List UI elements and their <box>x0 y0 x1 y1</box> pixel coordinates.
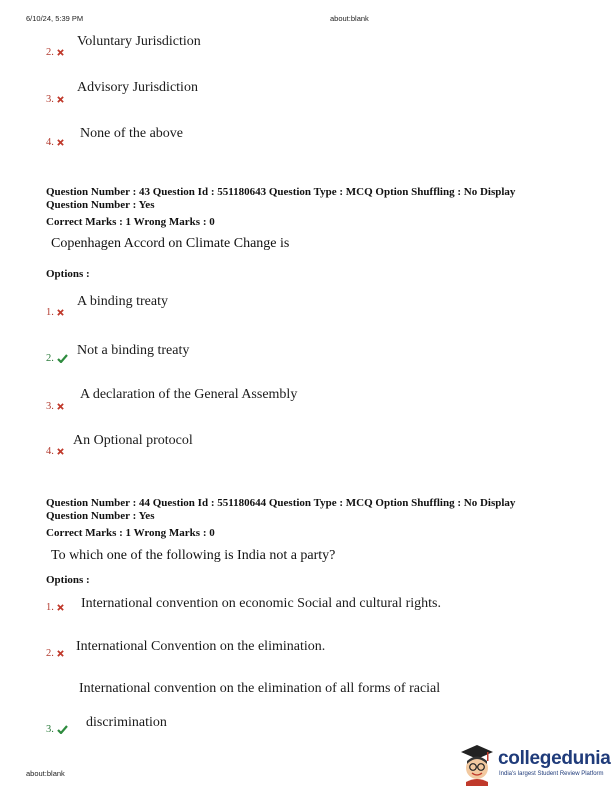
wrong-mark-icon <box>57 403 64 410</box>
option-text: International convention on the elimination of all forms of racial <box>79 681 441 696</box>
option-text-cont: discrimination <box>86 715 167 730</box>
logo-tagline: India's largest Student Review Platform <box>499 771 604 777</box>
option-number: 1. <box>46 307 64 318</box>
option-number: 3. <box>46 401 64 412</box>
option-number: 2. <box>46 353 68 364</box>
option-text: A binding treaty <box>77 294 168 309</box>
option-text: An Optional protocol <box>73 433 193 448</box>
question-marks: Correct Marks : 1 Wrong Marks : 0 <box>46 527 215 539</box>
question-marks: Correct Marks : 1 Wrong Marks : 0 <box>46 216 215 228</box>
collegedunia-logo <box>458 740 611 788</box>
option-text: International convention on economic Social and cultural rights. <box>81 596 442 611</box>
option-text: Voluntary Jurisdiction <box>77 34 201 49</box>
option-number: 1. <box>46 602 64 613</box>
print-datetime: 6/10/24, 5:39 PM <box>26 14 84 23</box>
student-mascot-icon <box>458 742 496 786</box>
wrong-mark-icon <box>57 448 64 455</box>
option-text: International Convention on the elimination. <box>76 639 326 654</box>
correct-check-icon <box>57 354 68 363</box>
question-text: To which one of the following is India not a party? <box>51 548 336 563</box>
question-text: Copenhagen Accord on Climate Change is <box>51 236 290 251</box>
option-text: Advisory Jurisdiction <box>77 80 198 95</box>
option-text: Not a binding treaty <box>77 343 190 358</box>
print-url: about:blank <box>330 14 369 23</box>
options-label: Options : <box>46 574 90 586</box>
option-number: 2. <box>46 648 64 659</box>
wrong-mark-icon <box>57 139 64 146</box>
question-header: Question Number : 44 Question Id : 551180644 Question Type : MCQ Option Shuffling : No Display <box>46 497 516 509</box>
question-header: Question Number : 43 Question Id : 551180643 Question Type : MCQ Option Shuffling : No Display <box>46 186 516 198</box>
wrong-mark-icon <box>57 49 64 56</box>
option-number: 4. <box>46 446 64 457</box>
footer-url: about:blank <box>26 769 65 778</box>
wrong-mark-icon <box>57 309 64 316</box>
option-text: None of the above <box>80 126 184 141</box>
option-text: A declaration of the General Assembly <box>80 387 298 402</box>
correct-check-icon <box>57 725 68 734</box>
question-header-cont: Question Number : Yes <box>46 510 155 522</box>
wrong-mark-icon <box>57 650 64 657</box>
wrong-mark-icon <box>57 96 64 103</box>
option-number: 3. <box>46 94 64 105</box>
option-number: 3. <box>46 724 68 735</box>
option-number: 4. <box>46 137 64 148</box>
question-header-cont: Question Number : Yes <box>46 199 155 211</box>
logo-wordmark: collegedunia <box>498 748 611 769</box>
wrong-mark-icon <box>57 604 64 611</box>
options-label: Options : <box>46 268 90 280</box>
option-number: 2. <box>46 47 64 58</box>
